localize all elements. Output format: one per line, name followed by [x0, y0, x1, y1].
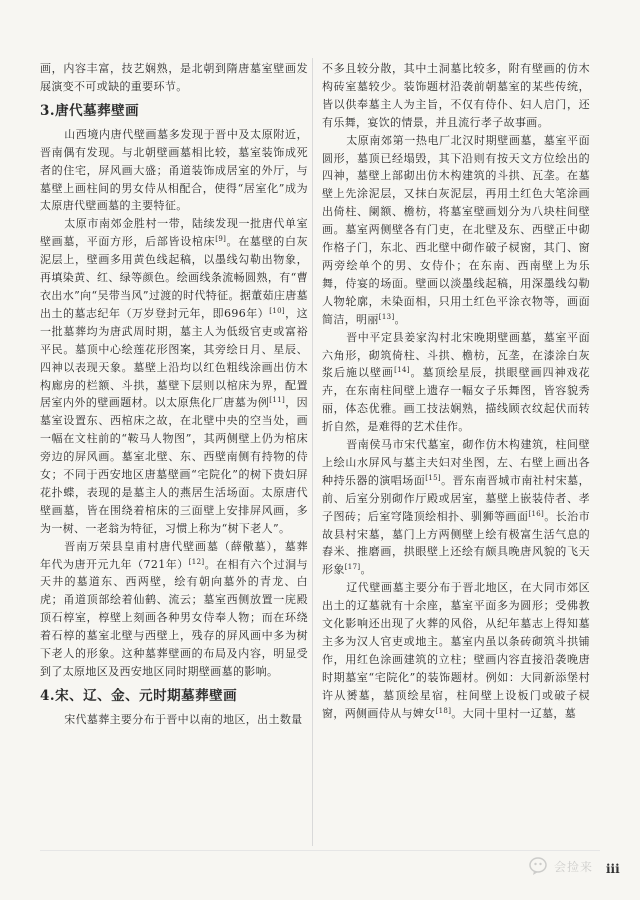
paragraph: 画，内容丰富，技艺娴熟，是北朝到隋唐墓室壁画发展演变不可或缺的重要环节。 [40, 62, 308, 93]
text-run: 。在墓壁的白灰泥层上，壁画多用黄色线起稿，以墨线勾勒出物象，再填染黄、红、绿等颜色。绘画线条流畅圆熟，有“曹衣出水”向“吴带当风”过渡的时代特征。据董茹庄唐墓出土的墓志纪年（万岁登封元年，即696年） [40, 235, 309, 320]
paragraph: 宋代墓葬主要分布于晋中以南的地区，出土数量 [64, 712, 303, 726]
text-run: 晋南万荣县皇甫村唐代壁画墓（薛儆墓），墓葬年代为唐开元九年（721年） [40, 539, 308, 571]
paragraph [40, 215, 308, 537]
footer-rule [40, 850, 600, 851]
text-run: 辽代壁画墓主要分布于晋北地区，在大同市郊区出土的辽墓就有十余座，墓室平面多为圆形；受佛教文化影响还出现了火葬的风俗，从纪年墓志上得知墓主多为汉人官吏或地主。墓室内虽以条砖砌筑斗拱铺作，用红色涂画建筑的立柱；壁画内容直接沿袭晚唐时期墓室“宅院化”的装饰题材。例如：大同新添堡村许从赟墓，墓顶绘星宿，柱间壁上设板门或破子棂窗，两侧画侍从与婢女 [322, 581, 590, 720]
text-run: 。晋东南晋城市南社村宋墓，前、后室分别砌作厅殿或居室，墓壁上嵌装侍者、孝子图砖；后室穹隆顶绘相扑、驯狮等画面 [322, 473, 590, 523]
text-run: 太原市南郊金胜村一带，陆续发现一批唐代单室壁画墓，平面方形，后部皆设棺床 [40, 217, 308, 249]
text-run: 。 [394, 312, 406, 326]
footnote-ref: [11] [269, 396, 286, 405]
text-run: 晋南侯马市宋代墓室，砌作仿木构建筑，柱间壁上绘山水屏风与墓主夫妇对坐图，左、右壁上画出各种持乐器的演唱场面 [322, 438, 590, 487]
footnote-ref: [18] [435, 706, 452, 715]
watermark-text: 会捡来 [554, 859, 594, 874]
footnote-ref: [12] [188, 557, 205, 566]
paragraph [322, 132, 590, 329]
text-run: ，因墓室设置东、西棺床之故，在北壁中央的空当处，画一幅在文柱前的“鞍马人物图”，其两侧壁上仍为棺床旁边的屏风画。墓室北壁、东、西壁南侧有持物的侍女；不同于西安地区唐墓壁画“宅院化”的树下贵妇屏花扑蝶，表现的是墓主人的燕居生活场面。太原唐代壁画墓，皆在围绕着棺床的三面壁上安排屏风画，多为一树、一老翁为特征，习惯上称为“树下老人”。 [40, 396, 309, 535]
section-heading-song-liao-jin-yuan: 4.宋、辽、金、元时期墓葬壁画 [40, 687, 238, 704]
text-run: 。在相有六个过洞与天井的墓道东、西两壁，绘有朝向墓外的青龙、白虎；甬道顶部绘着仙鹤、流云；墓室西侧放置一庑殿顶石椁室，椁壁上刻画各种男女侍奉人物；而在环绕着石椁的墓室北壁与西壁上，残存的屏风画中多为树下老人的形象。这种墓葬壁画的布局及内容，明显受到了太原地区及西安地区同时期壁画墓的影响。 [40, 557, 308, 678]
text-run: 太原南郊第一热电厂北汉时期壁画墓，墓室平面圆形，墓顶已经塌毁，其下沿则有按天文方位绘出的四神，墓壁上部砌出仿木构建筑的斗拱、瓦垄。在墓壁上先涂泥层，又抹白灰泥层，再用土红色大笔涂画出倚柱、阑额、檐枋，将墓室壁画划分为八块柱间壁画。墓室两侧壁各有门吏，在北壁及东、西壁正中砌作格子门，东北、西北壁中砌作破子棂窗，其门、窗两旁绘单个的男、女侍仆；在东南、西南壁上为乐舞，侍宴的场面。壁画以淡墨线起稿，用深墨线勾勒人物轮廓，未染面相，只用土红色平涂衣物等，画面简洁，明丽 [322, 133, 590, 326]
section-heading-tang: 3.唐代墓葬壁画 [40, 102, 140, 119]
text-run: 。 [360, 563, 372, 577]
footnote-ref: [10] [269, 306, 285, 315]
paragraph [322, 436, 590, 579]
footnote-ref: [14] [394, 366, 410, 375]
text-run: ，这一批墓葬均为唐武周时期，墓主人为低级官吏或富裕平民。墓顶中心绘莲花形图案，其旁绘日月、星辰、四神以表现天象。墓壁上沿均以红色粗线涂画出仿木构廊房的栏额、斗拱，墓壁下层则以棺床为界，配置居室内外的壁画题材。以太原焦化厂唐墓为例 [40, 306, 308, 410]
paragraph: 山西境内唐代壁画墓多发现于晋中及太原附近，晋南偶有发现。与北朝壁画墓相比较，墓室装饰成死者的住宅，屏风画大盛；甬道装饰成居室的外厅，与墓壁上画柱间的男女侍从相配合，使得“居室化”成为太原唐代壁画墓的主要特征。 [40, 127, 308, 213]
left-column [40, 60, 308, 729]
paragraph [322, 329, 590, 436]
paragraph [40, 538, 308, 681]
paragraph: 不多且较分散，其中土洞墓比较多，附有壁画的仿木构砖室墓较少。装饰题材沿袭前朝墓室的某些传统，皆以供奉墓主人为主旨，不仅有侍仆、妇人启门，还有乐舞，宴饮的情景，并且流行孝子故事画。 [322, 62, 590, 129]
right-column [322, 60, 590, 723]
text-run: 。墓顶绘星辰，拱眼壁画四神戏花卉，在东南柱间壁上遗存一幅女子乐舞图，皆容貌秀丽，体态优雅。画工技法娴熟，描线顾衣纹起伏而转折自然，是难得的艺术佳作。 [322, 366, 590, 434]
paragraph [322, 579, 590, 722]
column-divider [312, 58, 313, 846]
watermark [528, 855, 593, 877]
page-number: iii [606, 862, 620, 876]
footnote-ref: [16] [528, 509, 545, 518]
footnote-ref: [15] [425, 473, 441, 482]
chat-bubble-icon [528, 855, 550, 877]
text-run: 晋中平定县姜家沟村北宋晚期壁画墓，墓室平面六角形，砌筑倚柱、斗拱、檐枋，瓦垄，在漆涂白灰浆后施以壁画 [322, 330, 590, 380]
text-run: 。长治市故县村宋墓，墓门上方两侧壁上绘有极富生活气息的舂米、推磨画，拱眼壁上还绘有颇具晚唐风貌的飞天形象 [322, 509, 590, 577]
text-run: 。大同十里村一辽墓，墓 [451, 706, 577, 720]
footnote-ref: [17] [344, 563, 361, 572]
footnote-ref: [13] [378, 312, 395, 321]
footnote-ref: [9] [215, 235, 227, 244]
